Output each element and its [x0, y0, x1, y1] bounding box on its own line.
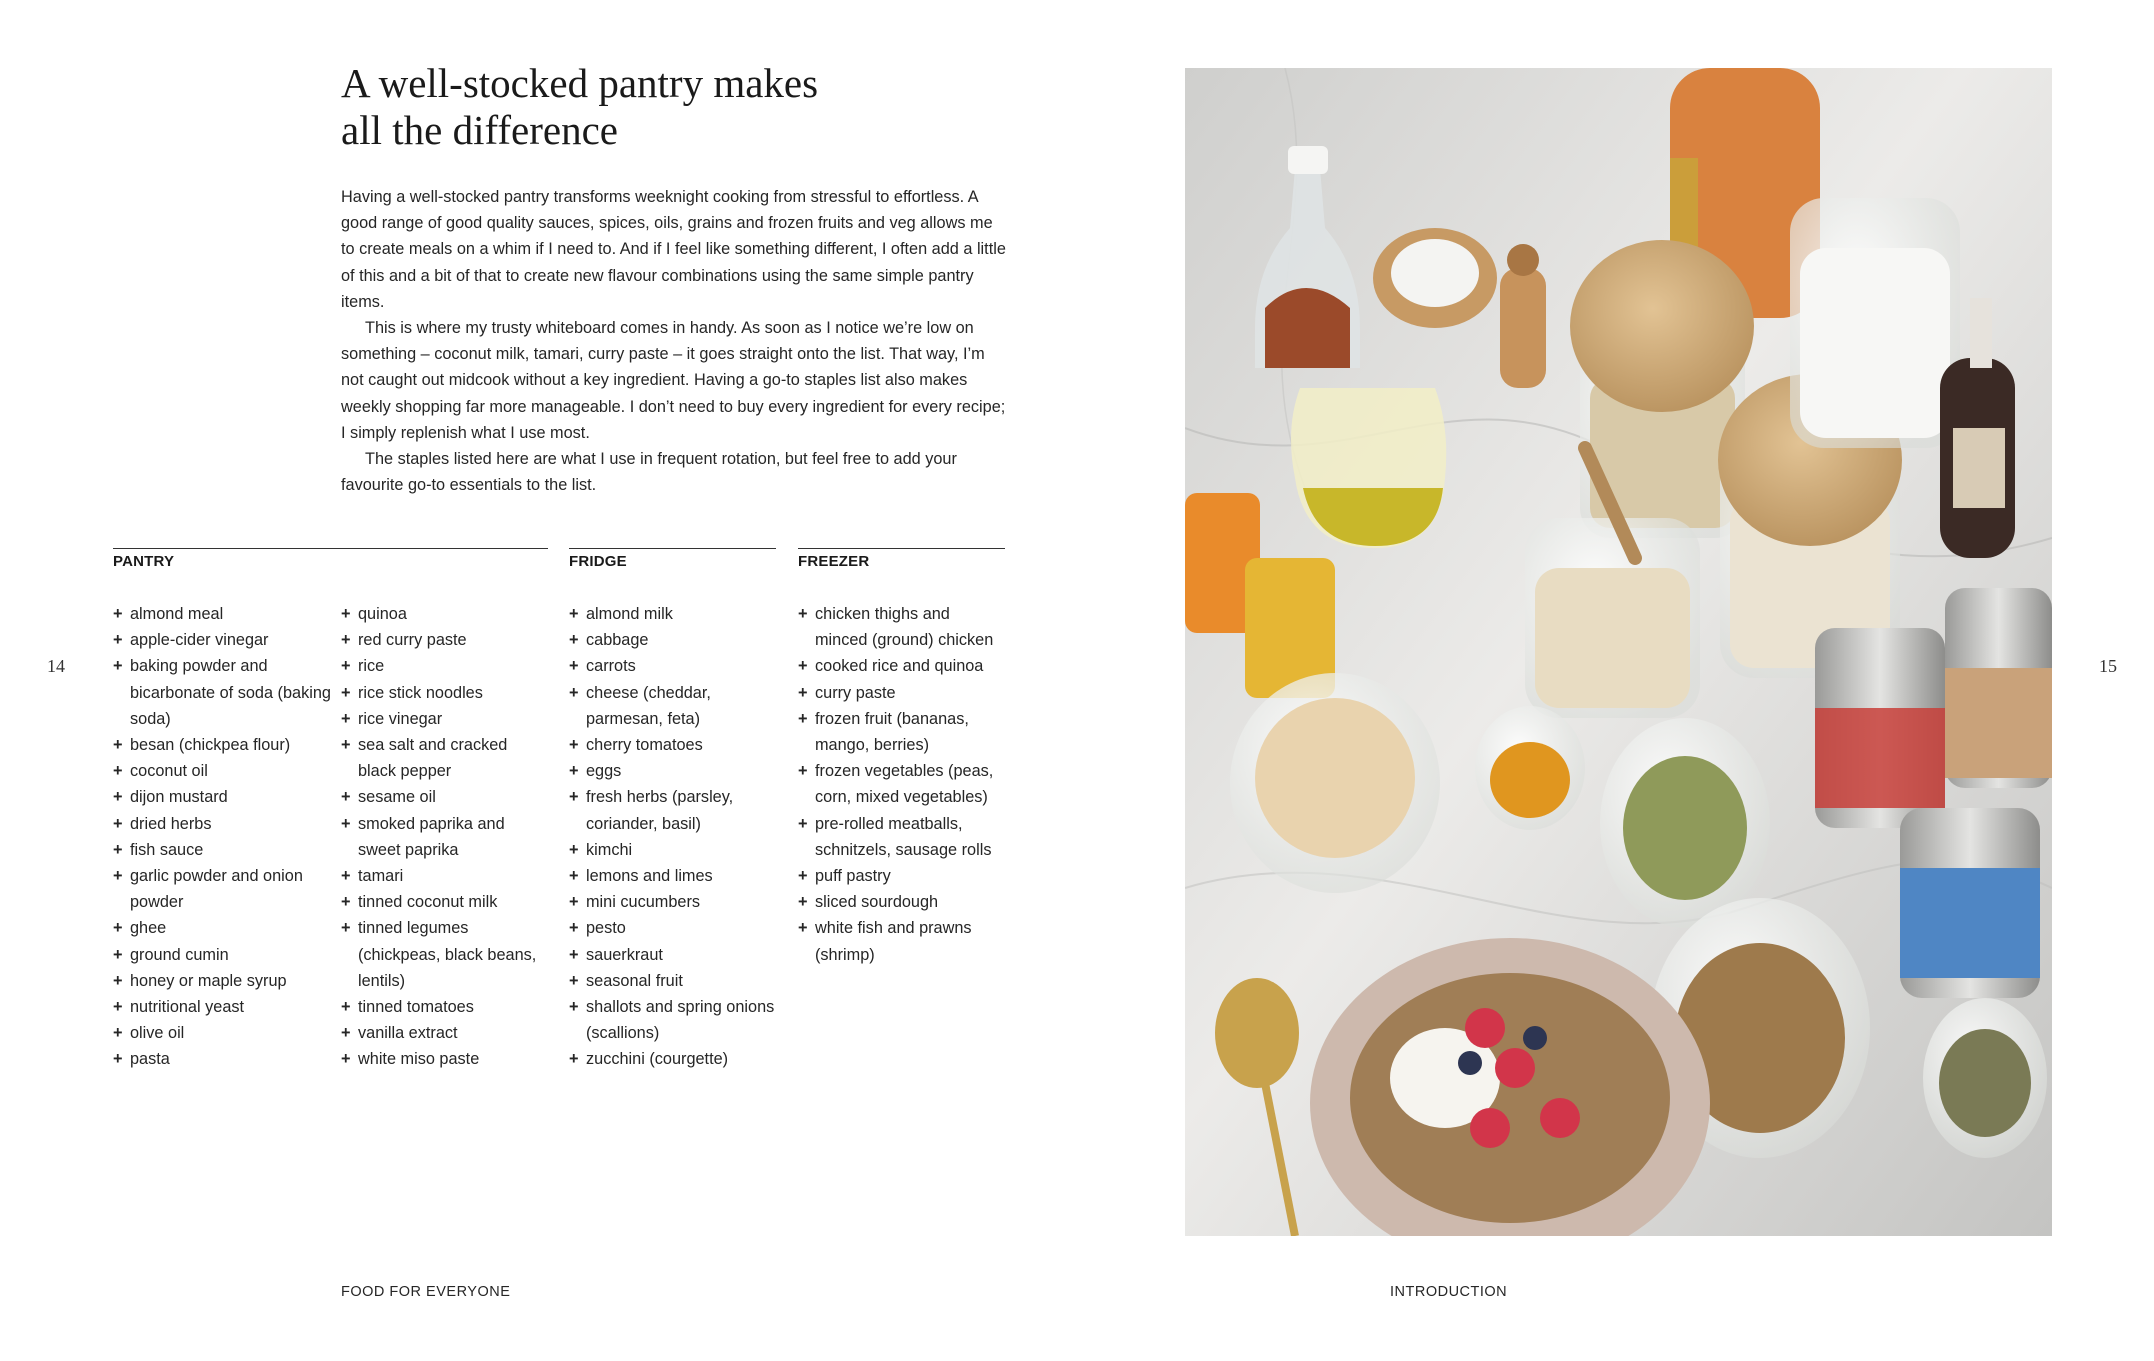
- pepper-grinder: [1500, 268, 1546, 388]
- raspberry: [1495, 1048, 1535, 1088]
- tin-label: [1900, 868, 2040, 978]
- list-item: + rice stick noodles: [341, 680, 548, 706]
- list-item: + eggs: [569, 758, 776, 784]
- page-number-left: 14: [47, 656, 65, 676]
- blueberry: [1523, 1026, 1547, 1050]
- footer-right: INTRODUCTION: [1390, 1284, 1508, 1300]
- list-item: + white miso paste: [341, 1046, 548, 1072]
- list-item: + almond meal: [113, 601, 341, 627]
- list-item: + tinned legumes (chickpeas, black beans, lentils): [341, 915, 548, 994]
- tamari-neck: [1970, 298, 1992, 368]
- list-item: + coconut oil: [113, 758, 341, 784]
- raspberry: [1470, 1108, 1510, 1148]
- intro-paragraph: This is where my trusty whiteboard comes in handy. As soon as I notice we’re low on something – coconut milk, tamari, curry paste – it goes straight onto the list. That way, I’m not caught out midcook without a key ingredient. Having a go-to staples list also makes weekly shopping far more manageable. I don’t need to buy every ingredient for every recipe; I simply replenish what I use most.: [341, 319, 1006, 442]
- list-item: + pre-rolled meatballs, schnitzels, sausage rolls: [798, 811, 1005, 863]
- pepitas: [1623, 756, 1747, 900]
- list-item: + rice vinegar: [341, 706, 548, 732]
- jar-almond-meal-fill: [1535, 568, 1690, 708]
- list-item: + olive oil: [113, 1020, 341, 1046]
- freezer-section: [798, 548, 1005, 968]
- pantry-heading: PANTRY: [113, 553, 175, 570]
- list-item: + carrots: [569, 653, 776, 679]
- list-item: + quinoa: [341, 601, 548, 627]
- list-item: + tinned tomatoes: [341, 994, 548, 1020]
- list-item: + rice: [341, 653, 548, 679]
- page-number-right: 15: [2099, 656, 2117, 676]
- list-item: + ground cumin: [113, 942, 341, 968]
- list-item: + mini cucumbers: [569, 889, 776, 915]
- pantry-photo: [1185, 68, 2052, 1236]
- pantry-list-1: [113, 601, 341, 1073]
- list-item: + white fish and prawns (shrimp): [798, 915, 1005, 967]
- section-rule: [569, 548, 776, 549]
- list-item: + cabbage: [569, 627, 776, 653]
- tamari-label: [1953, 428, 2005, 508]
- freezer-list: [798, 601, 1005, 968]
- list-item: + red curry paste: [341, 627, 548, 653]
- jar-coconut-oil-fill: [1800, 248, 1950, 438]
- list-item: + pesto: [569, 915, 776, 941]
- honey: [1490, 742, 1570, 818]
- list-item: + sauerkraut: [569, 942, 776, 968]
- list-item: + almond milk: [569, 601, 776, 627]
- tin-label: [1945, 668, 2052, 778]
- freezer-heading: FREEZER: [798, 553, 870, 570]
- wooden-lid: [1570, 240, 1754, 412]
- intro-paragraph: The staples listed here are what I use in frequent rotation, but feel free to add your favourite go-to essentials to the list.: [341, 450, 957, 495]
- list-item: + baking powder and bicarbonate of soda (baking soda): [113, 653, 341, 732]
- list-item: + chicken thighs and minced (ground) chicken: [798, 601, 1005, 653]
- pantry-photo-illustration: [1185, 68, 2052, 1236]
- list-item: + fish sauce: [113, 837, 341, 863]
- coconut-chips: [1255, 698, 1415, 858]
- list-item: + apple-cider vinegar: [113, 627, 341, 653]
- list-item: + pasta: [113, 1046, 341, 1072]
- list-item: + sesame oil: [341, 784, 548, 810]
- footer-left: FOOD FOR EVERYONE: [341, 1284, 511, 1300]
- pantry-list-2: [341, 601, 548, 1073]
- list-item: + garlic powder and onion powder: [113, 863, 341, 915]
- list-item: + tinned coconut milk: [341, 889, 548, 915]
- list-item: + zucchini (courgette): [569, 1046, 776, 1072]
- list-item: + smoked paprika and sweet paprika: [341, 811, 548, 863]
- raspberry: [1540, 1098, 1580, 1138]
- list-item: + ghee: [113, 915, 341, 941]
- fridge-list: [569, 601, 776, 1073]
- grinder-knob: [1507, 244, 1539, 276]
- fridge-section: [569, 548, 776, 1073]
- tin-label: [1815, 708, 1945, 808]
- pantry-section: [113, 548, 548, 1073]
- blueberry: [1458, 1051, 1482, 1075]
- list-item: + cooked rice and quinoa: [798, 653, 1005, 679]
- intro-text: [341, 184, 1006, 498]
- list-item: + vanilla extract: [341, 1020, 548, 1046]
- list-item: + frozen fruit (bananas, mango, berries): [798, 706, 1005, 758]
- list-item: + sliced sourdough: [798, 889, 1005, 915]
- list-item: + besan (chickpea flour): [113, 732, 341, 758]
- raspberry: [1465, 1008, 1505, 1048]
- gold-spoon: [1215, 978, 1299, 1088]
- list-item: + seasonal fruit: [569, 968, 776, 994]
- dried-herbs: [1939, 1029, 2031, 1137]
- salt-flakes: [1391, 239, 1479, 307]
- list-item: + honey or maple syrup: [113, 968, 341, 994]
- list-item: + kimchi: [569, 837, 776, 863]
- title-line: all the difference: [341, 107, 618, 153]
- list-item: + nutritional yeast: [113, 994, 341, 1020]
- list-item: + fresh herbs (parsley, coriander, basil): [569, 784, 776, 836]
- list-item: + tamari: [341, 863, 548, 889]
- syrup-label: [1265, 288, 1350, 368]
- list-item: + curry paste: [798, 680, 1005, 706]
- list-item: + frozen vegetables (peas, corn, mixed vegetables): [798, 758, 1005, 810]
- title-line: A well-stocked pantry makes: [341, 60, 819, 106]
- list-item: + shallots and spring onions (scallions): [569, 994, 776, 1046]
- list-item: + cheese (cheddar, parmesan, feta): [569, 680, 776, 732]
- intro-paragraph: Having a well-stocked pantry transforms weeknight cooking from stressful to effortless. A good range of good quality sauces, spices, oils, grains and frozen fruits and veg allows me to create meals on a whim if I need to. And if I feel like something different, I often add a little of this and a bit of that to create new flavour combinations using the same simple pantry items.: [341, 188, 1006, 311]
- list-item: + dried herbs: [113, 811, 341, 837]
- list-item: + puff pastry: [798, 863, 1005, 889]
- list-item: + lemons and limes: [569, 863, 776, 889]
- page-title: [341, 60, 1061, 154]
- list-item: + sea salt and cracked black pepper: [341, 732, 548, 784]
- fridge-heading: FRIDGE: [569, 553, 627, 570]
- syrup-cap: [1288, 146, 1328, 174]
- section-rule: [113, 548, 548, 549]
- section-rule: [798, 548, 1005, 549]
- list-item: + cherry tomatoes: [569, 732, 776, 758]
- list-item: + dijon mustard: [113, 784, 341, 810]
